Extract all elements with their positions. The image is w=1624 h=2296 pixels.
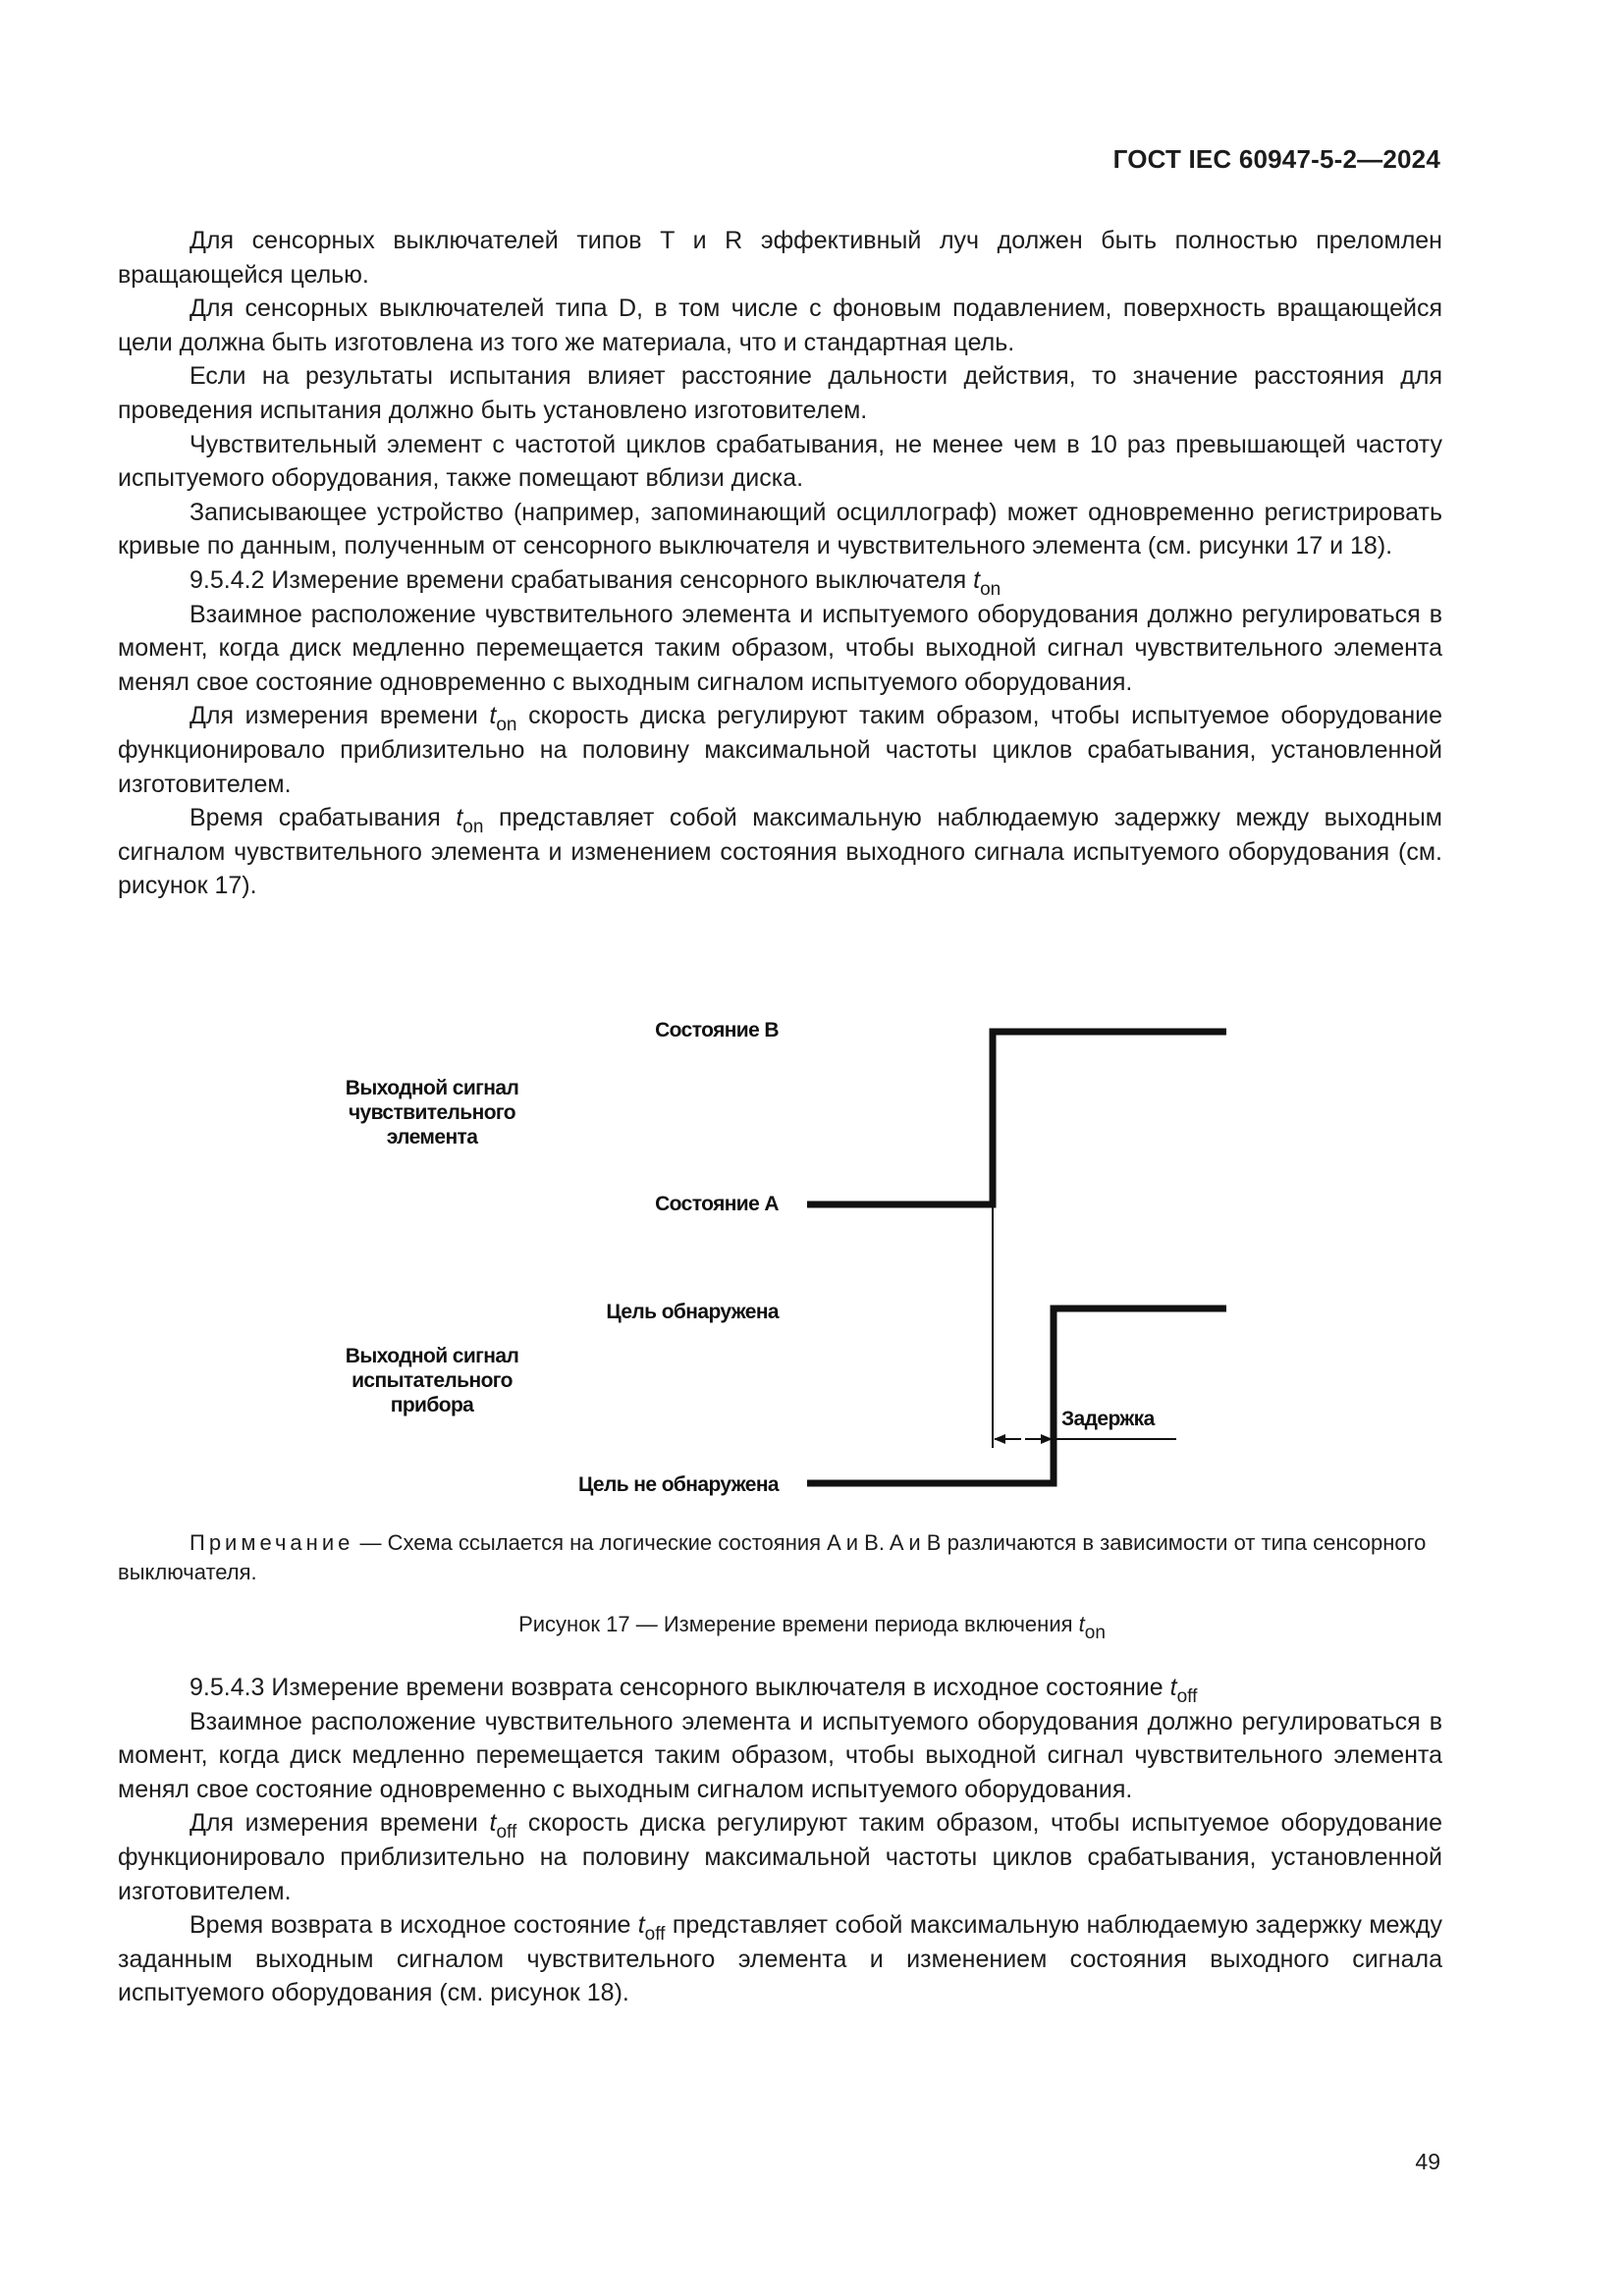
note-text: — Схема ссылается на логические состояния A и B. A и B различаются в зависимости от типа сенсорного выключателя.	[118, 1530, 1427, 1584]
text-fragment: представляет собой максимальную наблюдаемую задержку между выходным сигналом чувствительного элемента и изменением состояния выходного сигнала испытуемого оборудования (см. рисунок 17).	[118, 804, 1442, 900]
time-symbol: t	[1169, 1674, 1177, 1701]
target-not-detected-label: Цель не обнаружена	[577, 1473, 779, 1496]
paragraph: Для сенсорных выключателей типа D, в том числе с фоновым подавлением, поверхность вращающейся цели должна быть изготовлена из того же материала, что и стандартная цель.	[118, 294, 1442, 356]
text-fragment: Для измерения времени	[189, 1809, 490, 1838]
state-a-label: Состояние A	[655, 1193, 779, 1215]
note-label: Примечание	[189, 1530, 354, 1555]
paragraph	[118, 801, 1442, 903]
caption-text: Рисунок 17 — Измерение времени периода включения	[518, 1612, 1079, 1636]
paragraph	[118, 1908, 1442, 2010]
figure-note	[118, 1528, 1442, 1587]
document-id-header: ГОСТ IEC 60947-5-2—2024	[1112, 144, 1440, 174]
section-heading-9-5-4-3	[118, 1671, 1442, 1705]
text-fragment: Время срабатывания	[189, 804, 457, 832]
heading-text: 9.5.4.3 Измерение времени возврата сенсорного выключателя в исходное состояние	[189, 1674, 1170, 1701]
text-fragment: представляет собой максимальную наблюдаемую задержку между заданным выходным сигналом чувствительного элемента и изменением состояния выходного сигнала испытуемого оборудования (см. рисунок 18).	[118, 1911, 1442, 2007]
paragraph: Записывающее устройство (например, запоминающий осциллограф) может одновременно регистрировать кривые по данным, полученным от сенсорного выключателя и чувствительного элемента (см. рисунки 17 и 18).	[118, 498, 1442, 561]
time-symbol: t	[456, 804, 463, 832]
text-fragment: Для измерения времени	[189, 702, 490, 730]
subscript-off: off	[496, 1822, 517, 1843]
time-symbol: t	[637, 1911, 645, 1940]
sensor-output-label: Выходной сигнал чувствительного элемента	[345, 1077, 519, 1148]
device-signal-waveform	[807, 1308, 1226, 1483]
section-heading-9-5-4-2	[118, 563, 1442, 598]
timing-diagram-svg	[0, 991, 1624, 1522]
paragraph: Чувствительный элемент с частотой циклов срабатывания, не менее чем в 10 раз превышающей частоту испытуемого оборудования, также помещают вблизи диска.	[118, 430, 1442, 493]
paragraph: Взаимное расположение чувствительного элемента и испытуемого оборудования должно регулироваться в момент, когда диск медленно перемещается таким образом, чтобы выходной сигнал чувствительного элемента менял свое состояние одновременно с выходным сигналом испытуемого оборудования.	[118, 1707, 1442, 1803]
heading-text: 9.5.4.2 Измерение времени срабатывания сенсорного выключателя	[189, 565, 974, 594]
subscript-off: off	[644, 1924, 666, 1946]
text-fragment: скорость диска регулируют таким образом, чтобы испытуемое оборудование функционировало приблизительно на половину максимальной частоты циклов срабатывания, установленной изготовителем.	[118, 702, 1442, 798]
paragraph: Взаимное расположение чувствительного элемента и испытуемого оборудования должно регулироваться в момент, когда диск медленно перемещается таким образом, чтобы выходной сигнал чувствительного элемента менял свое состояние одновременно с выходным сигналом испытуемого оборудования.	[118, 600, 1442, 696]
text-block-lower	[118, 1671, 1442, 2010]
time-symbol: t	[973, 565, 981, 594]
state-b-label: Состояние B	[655, 1019, 779, 1041]
time-symbol: t	[489, 702, 497, 730]
paragraph	[118, 1806, 1442, 1908]
delay-label: Задержка	[1061, 1408, 1155, 1430]
paragraph	[118, 699, 1442, 801]
paragraph: Если на результаты испытания влияет расстояние дальности действия, то значение расстояния для проведения испытания должно быть установлено изготовителем.	[118, 362, 1442, 424]
time-symbol: t	[1078, 1612, 1085, 1636]
time-symbol: t	[489, 1809, 497, 1838]
figure-17-timing-diagram	[0, 991, 1624, 1522]
text-fragment: Время возврата в исходное состояние	[189, 1911, 638, 1940]
subscript-on: on	[462, 817, 484, 838]
subscript-on: on	[496, 715, 517, 736]
note-paragraph	[118, 1528, 1442, 1587]
subscript-on: on	[1084, 1623, 1106, 1643]
device-output-label: Выходной сигнал испытательного прибора	[345, 1345, 519, 1416]
text-fragment: скорость диска регулируют таким образом, чтобы испытуемое оборудование функционировало приблизительно на половину максимальной частоты циклов срабатывания, установленной изготовителем.	[118, 1809, 1442, 1905]
text-block-upper	[118, 224, 1442, 903]
figure-caption	[0, 1612, 1624, 1643]
subscript-on: on	[980, 578, 1001, 600]
sensor-signal-waveform	[807, 1032, 1226, 1204]
subscript-off: off	[1176, 1686, 1198, 1707]
paragraph: Для сенсорных выключателей типов T и R эффективный луч должен быть полностью преломлен вращающейся целью.	[118, 227, 1442, 289]
target-detected-label: Цель обнаружена	[606, 1301, 779, 1323]
page-number: 49	[1415, 2149, 1440, 2174]
